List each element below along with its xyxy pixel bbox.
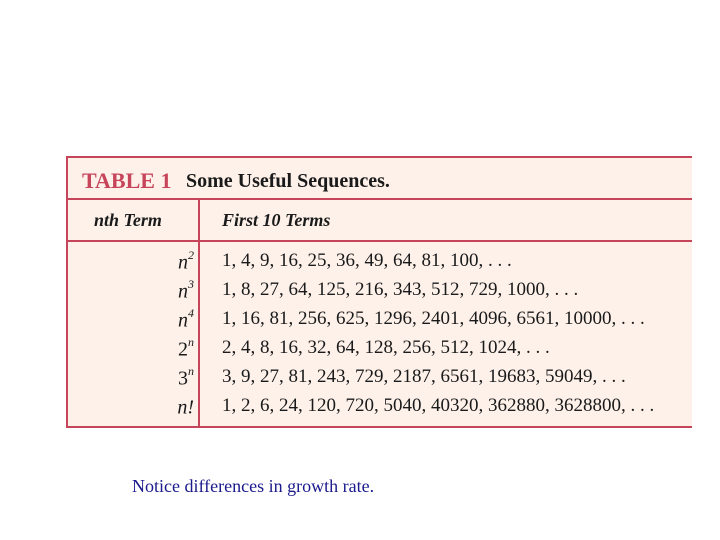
table-caption: Some Useful Sequences. — [186, 170, 390, 192]
term-cell: n! — [177, 396, 194, 419]
sequence-cell: 1, 8, 27, 64, 125, 216, 343, 512, 729, 1000, . . . — [222, 279, 579, 300]
table-label: TABLE 1 — [82, 168, 172, 193]
table-bottom-rule — [68, 426, 692, 428]
term-cell: $n^3$ — [178, 277, 194, 303]
column-header-first-10-terms: First 10 Terms — [222, 210, 331, 230]
table-row — [68, 277, 692, 306]
table-row — [68, 364, 692, 393]
table-row — [68, 248, 692, 277]
sequence-cell: 1, 16, 81, 256, 625, 1296, 2401, 4096, 6561, 10000, . . . — [222, 308, 645, 329]
column-header-row — [68, 200, 692, 242]
term-cell: $n^4$ — [178, 306, 194, 332]
term-cell: 3$^n$ — [178, 364, 194, 390]
table-row — [68, 335, 692, 364]
term-cell: 2$^n$ — [178, 335, 194, 361]
column-header-nth-term: nth Term — [94, 210, 162, 230]
table-row — [68, 306, 692, 335]
sequence-cell: 1, 4, 9, 16, 25, 36, 49, 64, 81, 100, . . . — [222, 250, 512, 271]
term-cell: $n^2$ — [178, 248, 194, 274]
sequence-cell: 1, 2, 6, 24, 120, 720, 5040, 40320, 362880, 3628800, . . . — [222, 395, 655, 416]
sequences-table — [66, 156, 692, 428]
growth-rate-note: Notice differences in growth rate. — [132, 476, 375, 496]
sequence-cell: 2, 4, 8, 16, 32, 64, 128, 256, 512, 1024, . . . — [222, 337, 550, 358]
sequence-cell: 3, 9, 27, 81, 243, 729, 2187, 6561, 19683, 59049, . . . — [222, 366, 626, 387]
table-title-bar — [68, 156, 692, 200]
table-body — [68, 248, 692, 422]
table-row — [68, 393, 692, 422]
